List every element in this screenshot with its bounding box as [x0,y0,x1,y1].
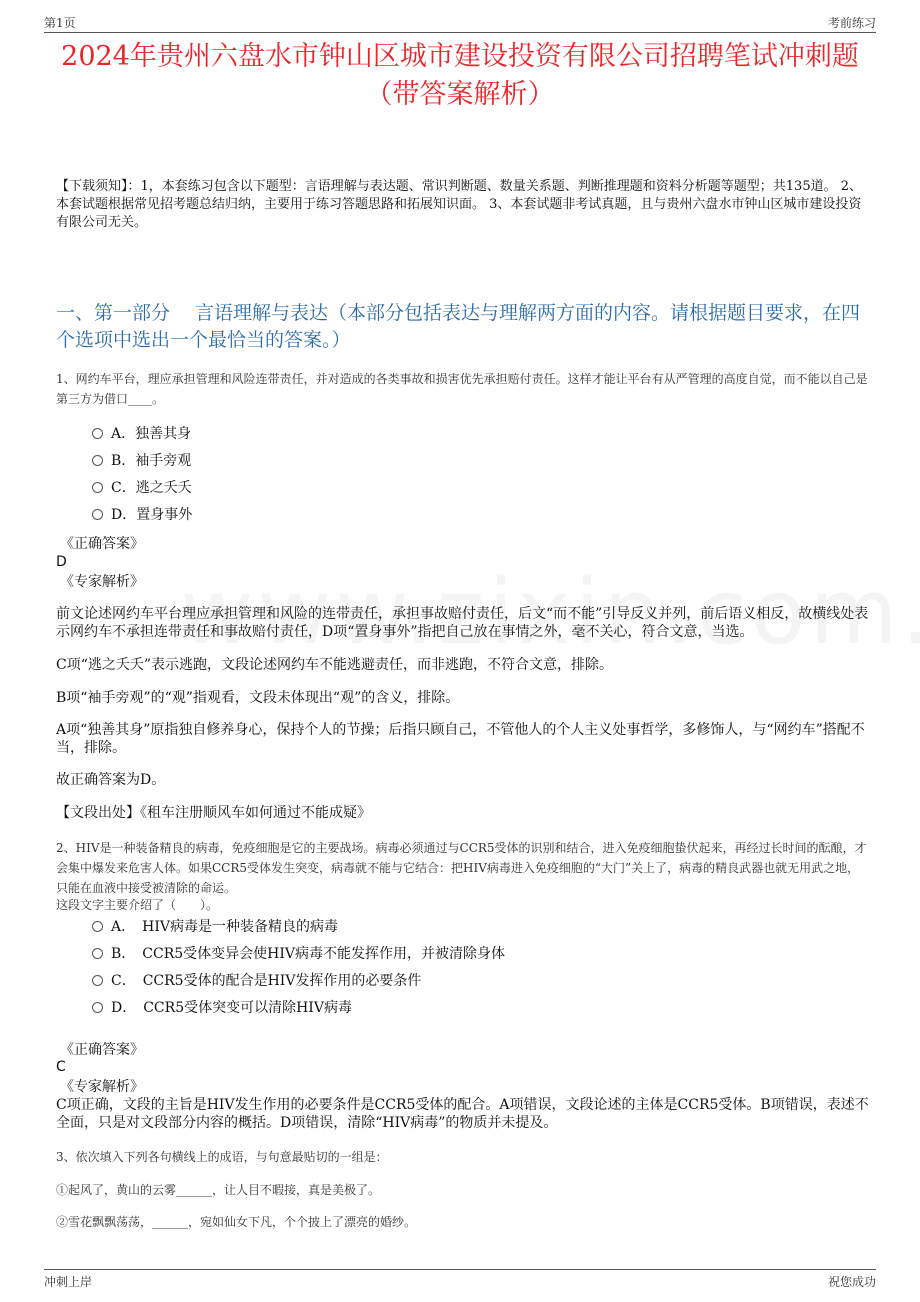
q3-sentence-2: ②雪花飘飘荡荡，______，宛如仙女下凡，个个披上了漂亮的婚纱。 [56,1215,417,1229]
q1-analysis-p2: C项“逃之夭夭”表示逃跑，文段论述网约车不能逃避责任，而非逃跑，不符合文意，排除。 [56,657,614,673]
q1-option-c[interactable]: C．逃之夭夭 [92,479,192,497]
q2-option-d[interactable]: D． CCR5受体突变可以清除HIV病毒 [92,999,352,1017]
page-footer [44,1269,876,1290]
q1-source: 【文段出处】《租车注册顺风车如何通过不能成疑》 [56,805,371,821]
radio-icon[interactable] [92,975,103,986]
q2-option-c[interactable]: C． CCR5受体的配合是HIV发挥作用的必要条件 [92,972,421,990]
q1-analysis-p4: A项“独善其身”原指独自修养身心，保持个人的节操；后指只顾自己，不管他人的个人主义处事哲学，多修饰人，与“网约车”搭配不当，排除。 [56,722,865,756]
footer-right: 祝您成功 [827,1275,876,1289]
section-heading: 一、第一部分 言语理解与表达（本部分包括表达与理解两方面的内容。请根据题目要求，在四个选项中选出一个最恰当的答案。） [56,302,861,351]
q1-answer: D [56,554,67,570]
radio-icon[interactable] [92,482,103,493]
page-title: 2024年贵州六盘水市钟山区城市建设投资有限公司招聘笔试冲刺题（带答案解析） [61,41,859,110]
q1-option-a[interactable]: A．独善其身 [92,425,191,443]
q2-option-b[interactable]: B． CCR5受体变异会使HIV病毒不能发挥作用，并被清除身体 [92,945,505,963]
q2-answer-label: 《正确答案》 [60,1042,144,1058]
q1-analysis-p5: 故正确答案为D。 [56,772,166,788]
q2-answer: C [56,1059,66,1075]
question-1-stem: 1、网约车平台，理应承担管理和风险连带责任，并对造成的各类事故和损害优先承担赔付责任。这样才能让平台有从严管理的高度自觉，而不能以自己是第三方为借口____。 [56,372,868,406]
header-label: 考前练习 [827,16,876,30]
q1-answer-label: 《正确答案》 [60,536,144,552]
q2-analysis-label: 《专家解析》 [60,1079,144,1095]
question-3-stem: 3、依次填入下列各句横线上的成语，与句意最贴切的一组是： [56,1150,388,1164]
q1-option-b[interactable]: B．袖手旁观 [92,452,191,470]
q3-sentence-1: ①起风了，黄山的云雾______，让人目不暇接，真是美极了。 [56,1183,381,1197]
q2-analysis: C项正确，文段的主旨是HIV发生作用的必要条件是CCR5受体的配合。A项错误，文段论述的主体是CCR5受体。B项错误，表述不全面，只是对文段部分内容的概括。D项错误，清除“HIV病毒”的物质并未提及。 [56,1097,869,1131]
q1-analysis-p1: 前文论述网约车平台理应承担管理和风险的连带责任，承担事故赔付责任，后文“而不能”引导反义并列，前后语义相反，故横线处表示网约车不承担连带责任和事故赔付责任，D项“置身事外”指把自己放在事情之外，毫不关心，符合文意，当选。 [56,606,869,640]
download-notice: 【下载须知】：1，本套练习包含以下题型：言语理解与表达题、常识判断题、数量关系题、判断推理题和资料分析题等题型；共135道。 2、本套试题根据常见招考题总结归纳，主要用于练习答题思路和拓展知识面。 3、本套试题非考试真题，且与贵州六盘水市钟山区城市建设投资有限公司无关。 [56,179,862,230]
radio-icon[interactable] [92,509,103,520]
radio-icon[interactable] [92,428,103,439]
radio-icon[interactable] [92,455,103,466]
q2-option-a[interactable]: A． HIV病毒是一种装备精良的病毒 [92,918,338,936]
radio-icon[interactable] [92,921,103,932]
radio-icon[interactable] [92,948,103,959]
radio-icon[interactable] [92,1002,103,1013]
page-number: 第1页 [44,16,76,30]
page-header [44,14,876,33]
question-2-prompt: 这段文字主要介绍了（ ）。 [56,898,219,912]
q1-analysis-p3: B项“袖手旁观”的“观”指观看，文段未体现出“观”的含义，排除。 [56,690,460,706]
question-2-stem: 2、HIV是一种装备精良的病毒，免疫细胞是它的主要战场。病毒必须通过与CCR5受体的识别和结合，进入免疫细胞蛰伏起来，再经过长时间的酝酿，才会集中爆发来危害人体。如果CCR5受体发生突变，病毒就不能与它结合：把HIV病毒进入免疫细胞的“大门”关上了，病毒的精良武器也就无用武之地，只能在血液中接受被清除的命运。 [56,841,867,895]
q1-analysis-label: 《专家解析》 [60,574,144,590]
q1-option-d[interactable]: D．置身事外 [92,506,192,524]
footer-left: 冲刺上岸 [44,1275,93,1289]
